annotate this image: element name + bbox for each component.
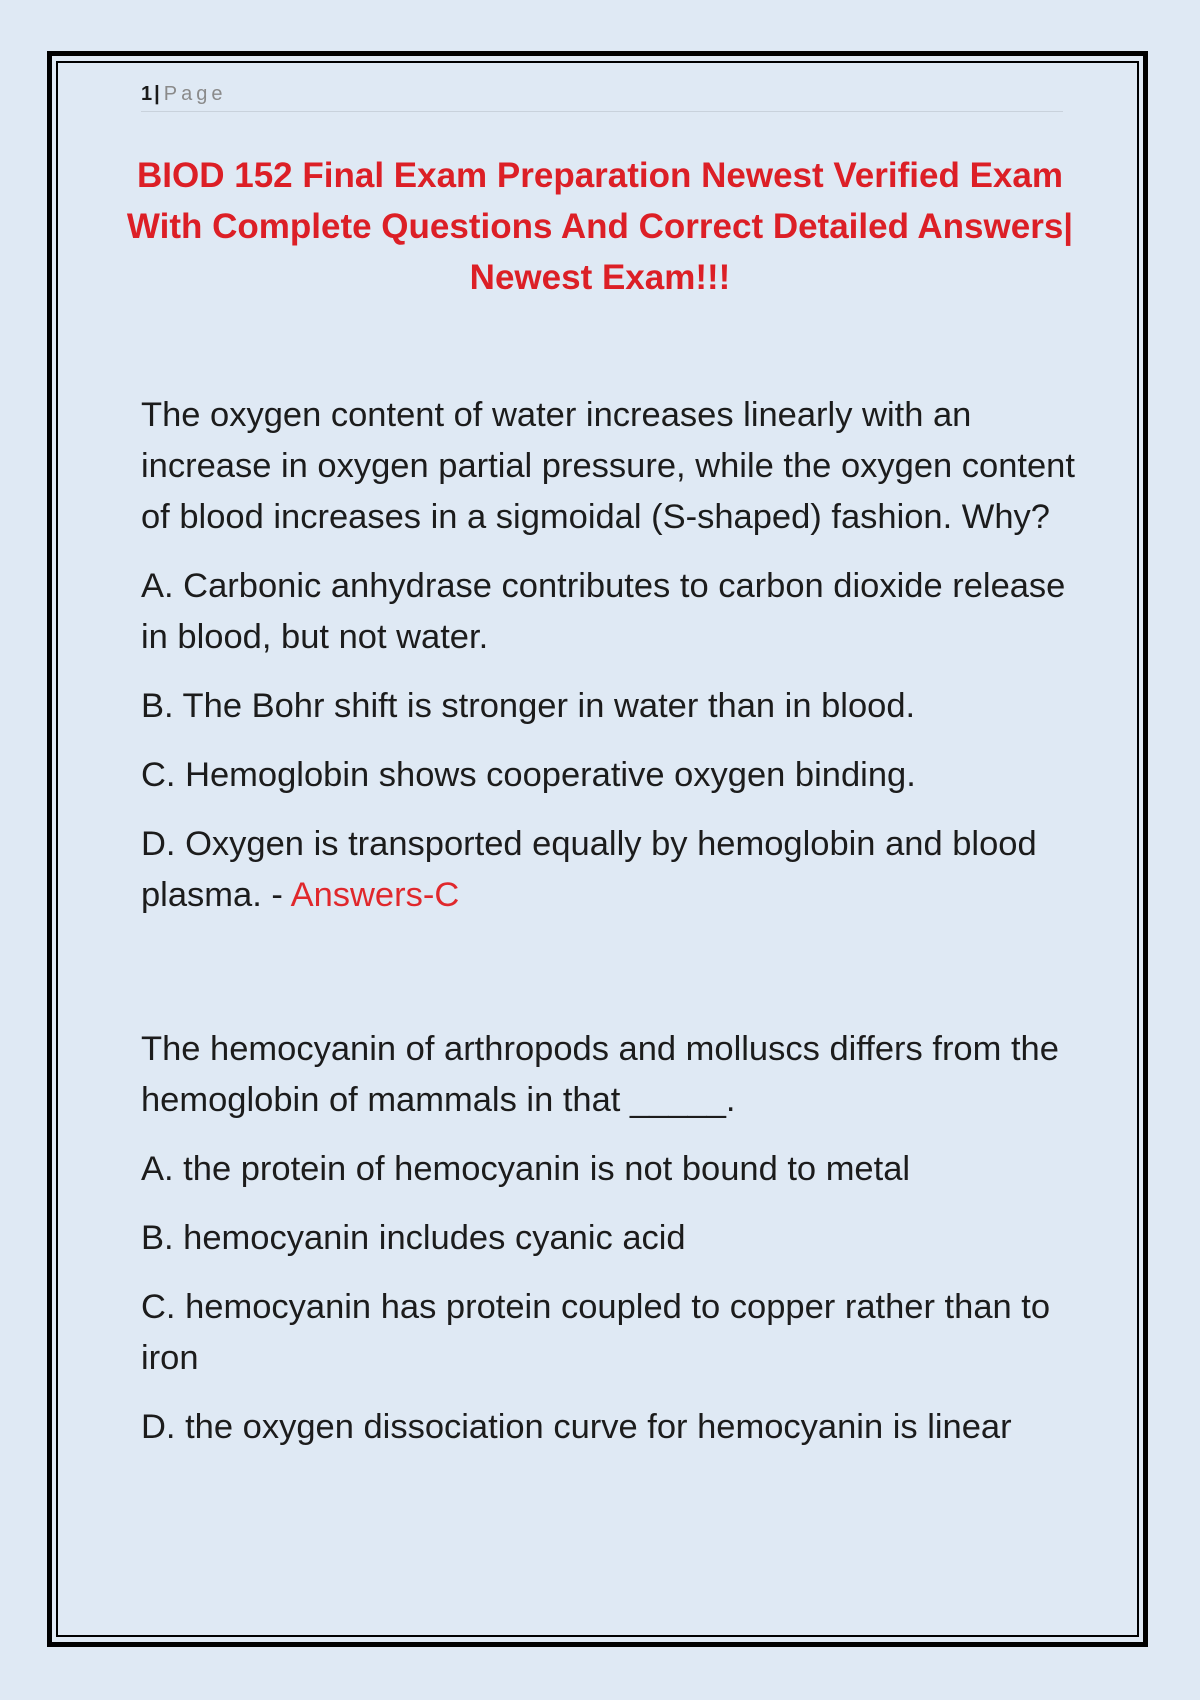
question-1: [141, 390, 1091, 921]
option-b: B. The Bohr shift is stronger in water than in blood.: [141, 687, 916, 725]
answer-label: Answers-C: [290, 876, 460, 914]
page-separator: |: [154, 83, 160, 105]
option-d: D. the oxygen dissociation curve for hemocyanin is linear: [141, 1408, 1012, 1446]
question-prompt: The oxygen content of water increases linearly with an increase in oxygen partial pressure, while the oxygen content of blood increases in a sigmoidal (S-shaped) fashion. Why?: [141, 396, 1075, 536]
question-2: [141, 1024, 1091, 1453]
option-a: A. Carbonic anhydrase contributes to carbon dioxide release in blood, but not water.: [141, 567, 1066, 656]
question-prompt: The hemocyanin of arthropods and molluscs differs from the hemoglobin of mammals in that _____.: [141, 1030, 1059, 1119]
page-label: Page: [163, 83, 227, 105]
option-c: C. hemocyanin has protein coupled to copper rather than to iron: [141, 1288, 1051, 1377]
questions-section: [141, 390, 1091, 1471]
option-c: C. Hemoglobin shows cooperative oxygen binding.: [141, 756, 916, 794]
page-header: [141, 80, 1063, 112]
option-b: B. hemocyanin includes cyanic acid: [141, 1219, 686, 1257]
option-a: A. the protein of hemocyanin is not bound to metal: [141, 1150, 911, 1188]
question-spacer: [141, 939, 1091, 1024]
option-d: [141, 819, 1091, 921]
option-d-text: D. Oxygen is transported equally by hemoglobin and blood plasma. -: [141, 825, 1037, 914]
page-number: 1: [141, 83, 153, 105]
document-title: BIOD 152 Final Exam Preparation Newest Verified Exam With Complete Questions And Correct Detailed Answers| Newest Exam!!!: [126, 156, 1074, 297]
